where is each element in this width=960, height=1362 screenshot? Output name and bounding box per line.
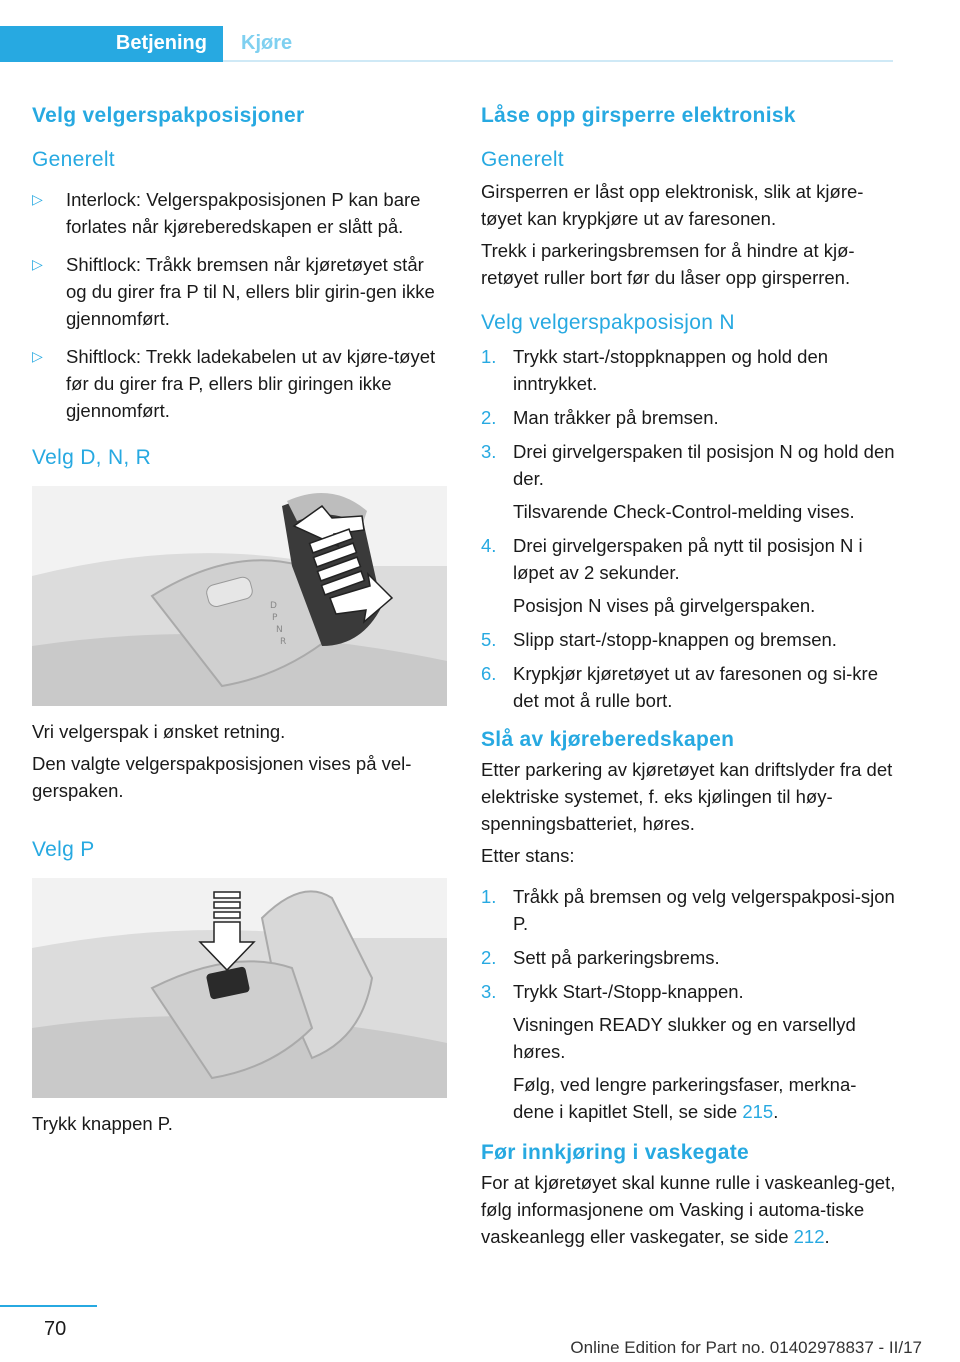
list-item: 6. Krypkjør kjøretøyet ut av faresonen og si‐kre det mot å rulle bort. xyxy=(481,663,878,711)
p-instruction: Trykk knappen P. xyxy=(32,1113,173,1134)
footer-rule xyxy=(0,1305,97,1307)
wash-info: For at kjøretøyet skal kunne rulle i vaskeanleg‐get, følg informasjonene om Vasking i automa‐tiske vaskeanlegg eller vaskegater, se side 212. xyxy=(481,1172,896,1247)
triangle-bullet-icon: ▷ xyxy=(32,348,43,364)
triangle-bullet-icon: ▷ xyxy=(32,191,43,207)
triangle-bullet-icon: ▷ xyxy=(32,256,43,272)
gear-selector-rotate-illustration xyxy=(32,486,447,706)
list-item: 1. Trykk start-/stoppknappen og hold den inntrykket. xyxy=(481,346,829,394)
off-info: Etter parkering av kjøretøyet kan driftslyder fra det elektriske systemet, f. eks kjølingen til høy‐spenningsbatteriet, høres. xyxy=(481,759,893,834)
interlock-list xyxy=(32,186,447,424)
list-item: 3. Drei girvelgerspaken til posisjon N og hold den der. Tilsvarende Check-Control-melding vises. xyxy=(481,441,895,522)
parking-brake-info: Trekk i parkeringsbremsen for å hindre at kjø‐retøyet ruller bort før du låser opp girsperren. xyxy=(481,240,855,288)
right-column xyxy=(481,100,896,1250)
edition-note: Online Edition for Part no. 01402978837 - II/17 xyxy=(570,1338,922,1357)
svg-text:R: R xyxy=(280,637,287,647)
left-column xyxy=(32,100,447,1137)
svg-text:N: N xyxy=(276,625,283,635)
tab-betjening[interactable] xyxy=(0,26,223,62)
heading-sla-av: Slå av kjøreberedskapen xyxy=(481,728,735,751)
heading-velg-dnr: Velg D, N, R xyxy=(32,446,152,469)
dnr-instruction: Vri velgerspak i ønsket retning. xyxy=(32,721,286,742)
tab-betjening-label: Betjening xyxy=(115,32,207,54)
n-steps-list xyxy=(481,343,896,714)
heading-generelt: Generelt xyxy=(32,148,115,171)
tab-kjore[interactable]: Kjøre xyxy=(241,32,293,54)
heading-velg-n: Velg velgerspakposisjon N xyxy=(481,311,735,334)
header-tabs xyxy=(0,26,893,62)
list-item: ▷ Shiftlock: Tråkk bremsen når kjøretøyet står og du girer fra P til N, ellers blir girin‐gen ikke gjennomført. xyxy=(32,251,447,332)
section-title-girsperre: Låse opp girsperre elektronisk xyxy=(481,104,796,127)
off-steps-list xyxy=(481,883,896,1125)
heading-velg-p: Velg P xyxy=(32,838,95,861)
page-link-212[interactable]: 212 xyxy=(793,1226,825,1247)
list-item: 5. Slipp start-/stopp-knappen og bremsen. xyxy=(481,629,837,650)
park-button-illustration xyxy=(32,878,447,1098)
girsperre-info: Girsperren er låst opp elektronisk, slik at kjøre‐tøyet kan krypkjøre ut av faresonen. xyxy=(481,181,864,229)
list-item: 2. Man tråkker på bremsen. xyxy=(481,407,719,428)
svg-text:P: P xyxy=(272,613,278,623)
heading-generelt-right: Generelt xyxy=(481,148,564,171)
section-title-velg: Velg velgerspakposisjoner xyxy=(32,104,305,127)
off-after-stop: Etter stans: xyxy=(481,845,575,866)
page-link-215[interactable]: 215 xyxy=(742,1101,774,1122)
page-number: 70 xyxy=(44,1318,67,1340)
dnr-info: Den valgte velgerspakposisjonen vises på vel‐gerspaken. xyxy=(32,753,412,801)
list-item: 3. Trykk Start-/Stopp-knappen. Visningen READY slukker og en varsellyd høres. Følg, ved lengre parkeringsfaser, merkna‐dene i kapitlet Stell, se side 215. xyxy=(481,981,857,1122)
list-item: ▷ Interlock: Velgerspakposisjonen P kan bare forlates når kjøreberedskapen er slått på. xyxy=(32,186,447,240)
svg-text:D: D xyxy=(270,601,277,611)
header-rule xyxy=(223,60,893,62)
heading-vaskegate: Før innkjøring i vaskegate xyxy=(481,1141,750,1164)
list-item: 2. Sett på parkeringsbrems. xyxy=(481,947,720,968)
list-item: 4. Drei girvelgerspaken på nytt til posisjon N i løpet av 2 sekunder. Posisjon N vises på girvelgerspaken. xyxy=(481,535,863,616)
list-item: 1. Tråkk på bremsen og velg velgerspakposi‐sjon P. xyxy=(481,886,895,934)
list-item: ▷ Shiftlock: Trekk ladekabelen ut av kjøre‐tøyet før du girer fra P, ellers blir giringen ikke gjennomført. xyxy=(32,343,447,424)
